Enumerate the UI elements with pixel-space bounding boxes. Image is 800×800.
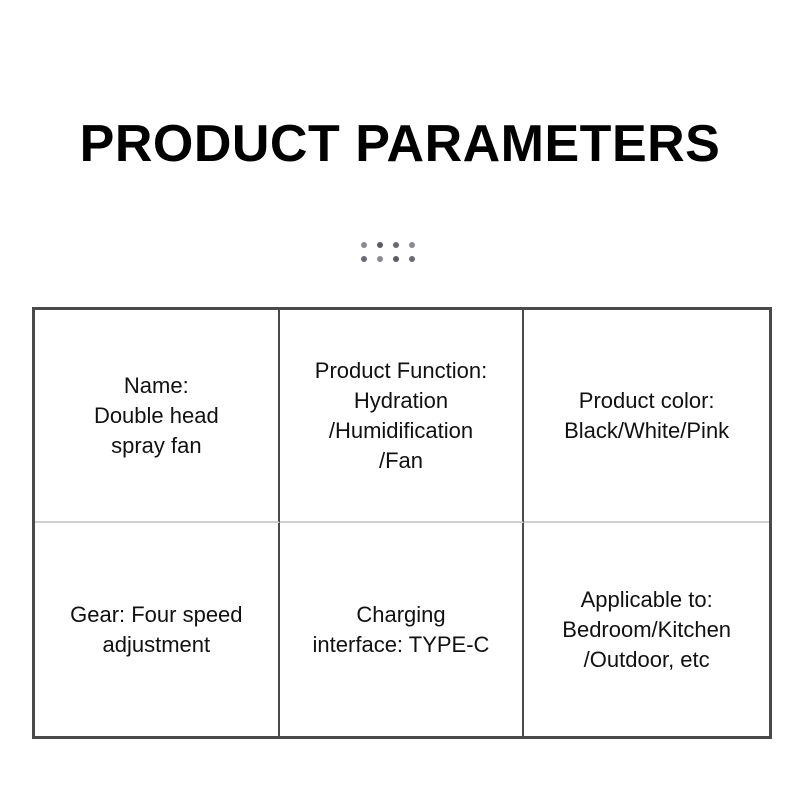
cell-line: Product color:: [578, 387, 715, 413]
dot-icon: [361, 242, 367, 248]
dot-icon: [409, 256, 415, 262]
cell-text: [313, 600, 490, 660]
dot-icon: [393, 242, 399, 248]
table-cell: [280, 310, 525, 523]
dot-icon: [361, 256, 367, 262]
cell-text: [564, 386, 729, 446]
cell-line: Applicable to:: [580, 586, 713, 612]
table-cell: [524, 310, 769, 523]
cell-line: Product Function:: [314, 357, 488, 383]
cell-text: [70, 600, 242, 660]
cell-line: interface: TYPE-C: [312, 631, 490, 657]
table-cell: [280, 523, 525, 736]
dot-icon: [377, 242, 383, 248]
dot-icon: [377, 256, 383, 262]
cell-text: [94, 371, 219, 461]
cell-line: Black/White/Pink: [564, 417, 730, 443]
cell-line: /Outdoor, etc: [583, 646, 710, 672]
dot-icon: [409, 242, 415, 248]
cell-line: /Fan: [378, 447, 423, 473]
table-cell: [35, 310, 280, 523]
cell-line: Charging: [356, 601, 446, 627]
cell-line: Hydration: [353, 387, 449, 413]
cell-line: Gear: Four speed: [70, 601, 243, 627]
page-title: PRODUCT PARAMETERS: [79, 115, 721, 173]
dot-icon: [393, 256, 399, 262]
cell-line: spray fan: [111, 432, 202, 458]
cell-line: Double head: [93, 402, 219, 428]
cell-line: Name:: [123, 372, 189, 398]
cell-line: Bedroom/Kitchen: [562, 616, 732, 642]
table-cell: [35, 523, 280, 736]
cell-text: [315, 356, 487, 476]
table-cell: [524, 523, 769, 736]
cell-line: adjustment: [102, 631, 211, 657]
parameters-table: [32, 307, 772, 739]
cell-text: [562, 585, 731, 675]
decorative-dots: [360, 240, 420, 264]
cell-line: /Humidification: [328, 417, 474, 443]
